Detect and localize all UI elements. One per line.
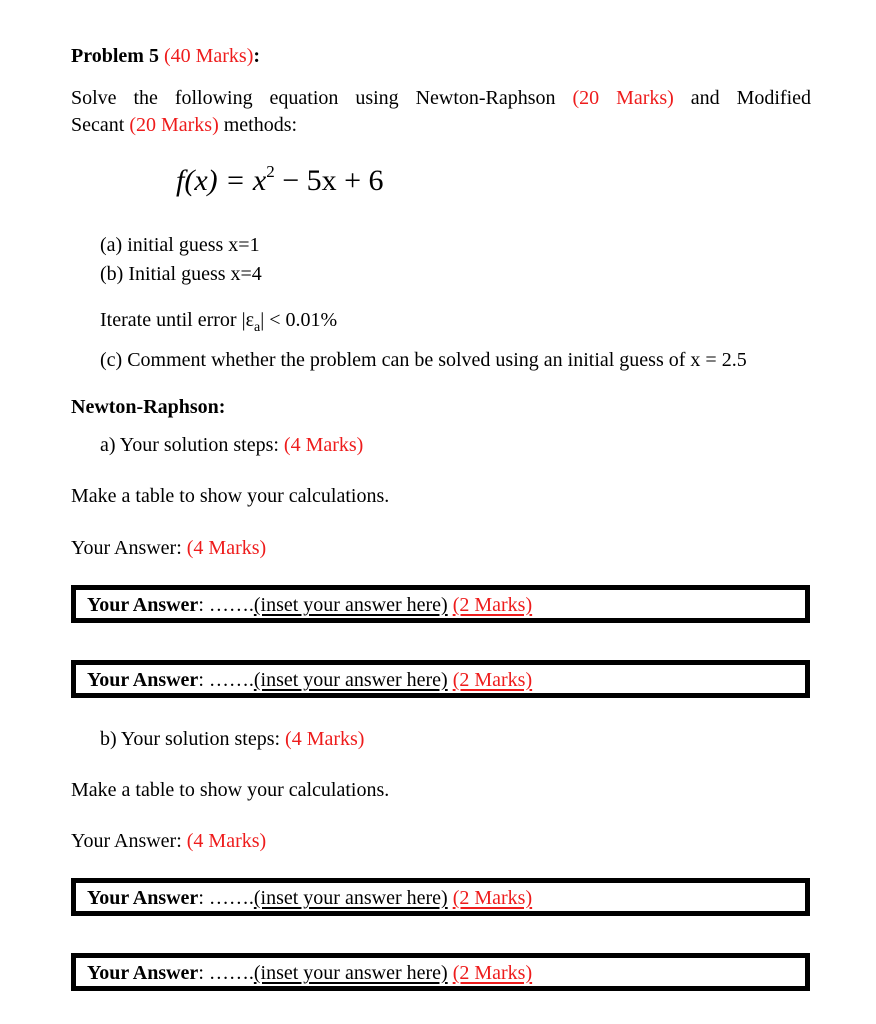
problem-title-line xyxy=(71,44,260,68)
answer-box-marks: (2 Marks) xyxy=(452,594,533,616)
answer-box-dots: ……. xyxy=(203,887,254,909)
a-answer-line xyxy=(71,536,266,560)
equation-lhs: f(x) = x xyxy=(176,164,267,197)
answer-box-placeholder: (inset your answer here) xyxy=(253,887,448,909)
answer-box-3-content xyxy=(87,886,532,910)
answer-box-placeholder: (inset your answer here) xyxy=(253,962,448,984)
problem-title: Problem 5 xyxy=(71,45,159,67)
b-answer-marks: (4 Marks) xyxy=(186,830,267,852)
iterate-sub: a xyxy=(254,320,261,335)
iterate-text: Iterate until error |ε xyxy=(100,309,254,331)
item-c: (c) Comment whether the problem can be solved using an initial guess of x = 2.5 xyxy=(100,349,747,371)
answer-box-colon: : xyxy=(198,594,204,616)
intro-part1: Solve the following equation using Newton-Raphson xyxy=(71,87,556,109)
a-answer-label: Your Answer: xyxy=(71,537,182,559)
b-table-text: Make a table to show your calculations. xyxy=(71,779,390,801)
answer-box-colon: : xyxy=(198,962,204,984)
answer-box-2-content xyxy=(87,668,532,692)
answer-box-label: Your Answer xyxy=(87,887,199,909)
problem-colon: : xyxy=(253,45,261,67)
answer-box-placeholder: (inset your answer here) xyxy=(253,594,448,616)
answer-box-placeholder: (inset your answer here) xyxy=(253,669,448,691)
iterate-end: | < 0.01% xyxy=(260,309,338,331)
answer-box-dots: ……. xyxy=(203,962,254,984)
answer-box-dots: ……. xyxy=(203,669,254,691)
a-steps-line xyxy=(100,433,363,457)
answer-box-label: Your Answer xyxy=(87,669,199,691)
answer-box-marks: (2 Marks) xyxy=(452,887,533,909)
answer-box-colon: : xyxy=(198,669,204,691)
answer-box-marks: (2 Marks) xyxy=(452,669,533,691)
intro-line-2 xyxy=(71,113,297,137)
intro-marks-1: (20 Marks) xyxy=(572,87,674,109)
a-steps-label: a) Your solution steps: xyxy=(100,434,279,456)
intro-line2-start: Secant xyxy=(71,114,125,136)
b-answer-line xyxy=(71,829,266,853)
answer-box-1[interactable] xyxy=(71,585,810,623)
item-b: (b) Initial guess x=4 xyxy=(100,263,262,285)
equation xyxy=(176,163,384,199)
equation-exponent: 2 xyxy=(266,162,275,181)
intro-part2: and Modified xyxy=(690,87,811,109)
answer-box-4-content xyxy=(87,961,532,985)
newton-heading: Newton-Raphson: xyxy=(71,396,226,418)
intro-line-1 xyxy=(71,86,811,110)
answer-box-1-content xyxy=(87,593,532,617)
b-steps-label: b) Your solution steps: xyxy=(100,728,281,750)
equation-rhs: − 5x + 6 xyxy=(274,164,384,197)
answer-box-colon: : xyxy=(198,887,204,909)
answer-box-3[interactable] xyxy=(71,878,810,916)
answer-box-dots: ……. xyxy=(203,594,254,616)
problem-marks: (40 Marks) xyxy=(163,45,254,67)
a-table-text: Make a table to show your calculations. xyxy=(71,485,390,507)
iterate-line xyxy=(100,308,337,340)
b-steps-marks: (4 Marks) xyxy=(285,728,365,750)
answer-box-label: Your Answer xyxy=(87,962,199,984)
answer-box-marks: (2 Marks) xyxy=(452,962,533,984)
b-answer-label: Your Answer: xyxy=(71,830,182,852)
intro-line2-end: methods: xyxy=(223,114,298,136)
answer-box-4[interactable] xyxy=(71,953,810,991)
answer-box-2[interactable] xyxy=(71,660,810,698)
a-answer-marks: (4 Marks) xyxy=(186,537,267,559)
a-steps-marks: (4 Marks) xyxy=(283,434,364,456)
intro-marks-2: (20 Marks) xyxy=(129,114,219,136)
item-a: (a) initial guess x=1 xyxy=(100,234,260,256)
b-steps-line xyxy=(100,727,364,751)
answer-box-label: Your Answer xyxy=(87,594,199,616)
